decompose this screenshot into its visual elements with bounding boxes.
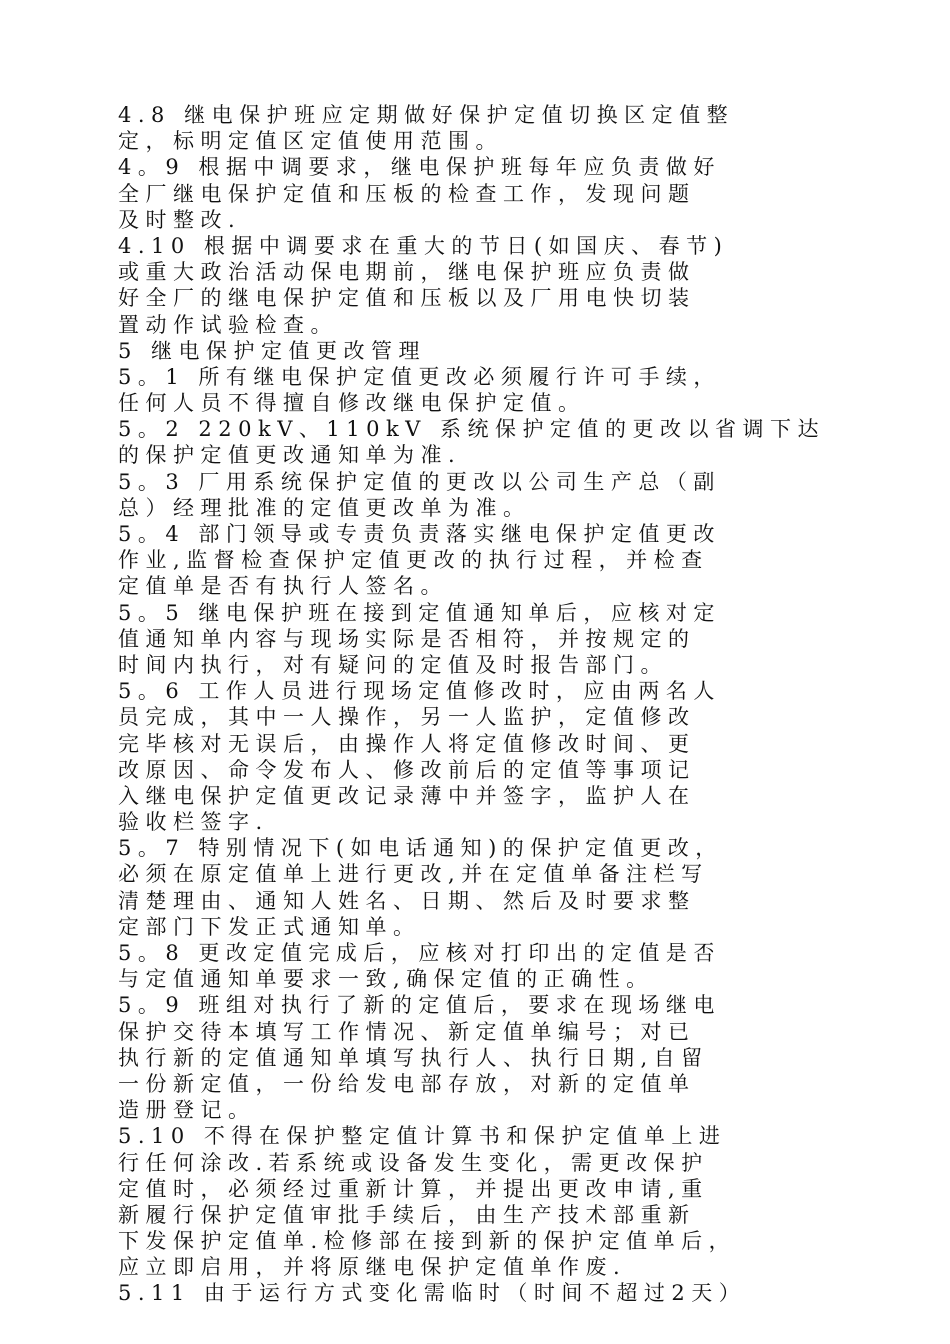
text-line: 新履行保护定值审批手续后，由生产技术部重新 [118,1202,696,1227]
text-line: 定部门下发正式通知单。 [118,914,421,939]
text-line: 5。4 部门领导或专责负责落实继电保护定值更改 [118,522,721,546]
text-line: 值通知单内容与现场实际是否相符，并按规定的 [118,626,696,651]
text-line: 与定值通知单要求一致,确保定值的正确性。 [118,967,654,992]
text-line: 必须在原定值单上进行更改,并在定值单备注栏写 [118,862,709,887]
text-line: 入继电保护定值更改记录薄中并签字，监护人在 [118,783,696,808]
text-line: 定值单是否有执行人签名。 [118,574,448,599]
text-line: 改原因、命令发布人、修改前后的定值等事项记 [118,757,696,782]
text-line: 4.10 根据中调要求在重大的节日(如国庆、春节) [118,233,729,258]
text-line: 5。6 工作人员进行现场定值修改时，应由两名人 [118,679,721,704]
text-line: 任何人员不得擅自修改继电保护定值。 [118,391,586,416]
text-line: 时间内执行，对有疑问的定值及时报告部门。 [118,652,668,677]
text-line: 4。9 根据中调要求，继电保护班每年应负责做好 [118,155,721,180]
text-line: 执行新的定值通知单填写执行人、执行日期,自留 [118,1045,709,1070]
text-line: 5。2 220kV、110kV 系统保护定值的更改以省调下达 [118,417,826,442]
text-line: 或重大政治活动保电期前，继电保护班应负责做 [118,260,696,285]
text-line: 5。9 班组对执行了新的定值后，要求在现场继电 [118,993,721,1018]
text-line: 验收栏签字. [118,810,269,835]
text-line: 员完成，其中一人操作，另一人监护，定值修改 [118,705,696,730]
section-heading: 5 继电保护定值更改管理 [118,338,427,363]
text-line: 作业,监督检查保护定值更改的执行过程，并检查 [118,548,709,573]
text-line: 总）经理批准的定值更改单为准。 [118,495,531,520]
text-line: 完毕核对无误后，由操作人将定值修改时间、更 [118,731,696,756]
text-line: 置动作试验检查。 [118,312,338,337]
text-line: 应立即启用，并将原继电保护定值单作废. [118,1255,627,1280]
text-line: 5。3 厂用系统保护定值的更改以公司生产总（副 [118,469,721,494]
text-line: 及时整改. [118,207,242,232]
text-line: 造册登记。 [118,1098,256,1123]
text-line: 5。7 特别情况下(如电话通知)的保护定值更改， [118,836,723,861]
text-line: 保护交待本填写工作情况、新定值单编号；对已 [118,1019,696,1044]
text-line: 清楚理由、通知人姓名、日期、然后及时要求整 [118,888,696,913]
text-line: 5.11 由于运行方式变化需临时（时间不超过2天） [118,1281,747,1306]
text-line: 下发保护定值单.检修部在接到新的保护定值单后， [118,1229,737,1254]
document-body [118,102,838,1307]
text-line: 5。1 所有继电保护定值更改必须履行许可手续， [118,364,721,389]
text-line: 4.8 继电保护班应定期做好保护定值切换区定值整 [118,103,735,127]
text-line: 定，标明定值区定值使用范围。 [118,129,503,154]
text-line: 全厂继电保护定值和压板的检查工作，发现问题 [118,181,696,206]
text-line: 好全厂的继电保护定值和压板以及厂用电快切装 [118,286,696,311]
text-line: 定值时，必须经过重新计算，并提出更改申请,重 [118,1176,709,1201]
text-line: 一份新定值，一份给发电部存放，对新的定值单 [118,1071,696,1096]
text-line: 5.10 不得在保护整定值计算书和保护定值单上进 [118,1124,727,1149]
text-line: 5。5 继电保护班在接到定值通知单后，应核对定 [118,600,721,625]
text-line: 的保护定值更改通知单为准. [118,443,462,468]
text-line: 行任何涂改.若系统或设备发生变化，需更改保护 [118,1150,709,1175]
text-line: 5。8 更改定值完成后，应核对打印出的定值是否 [118,941,721,965]
